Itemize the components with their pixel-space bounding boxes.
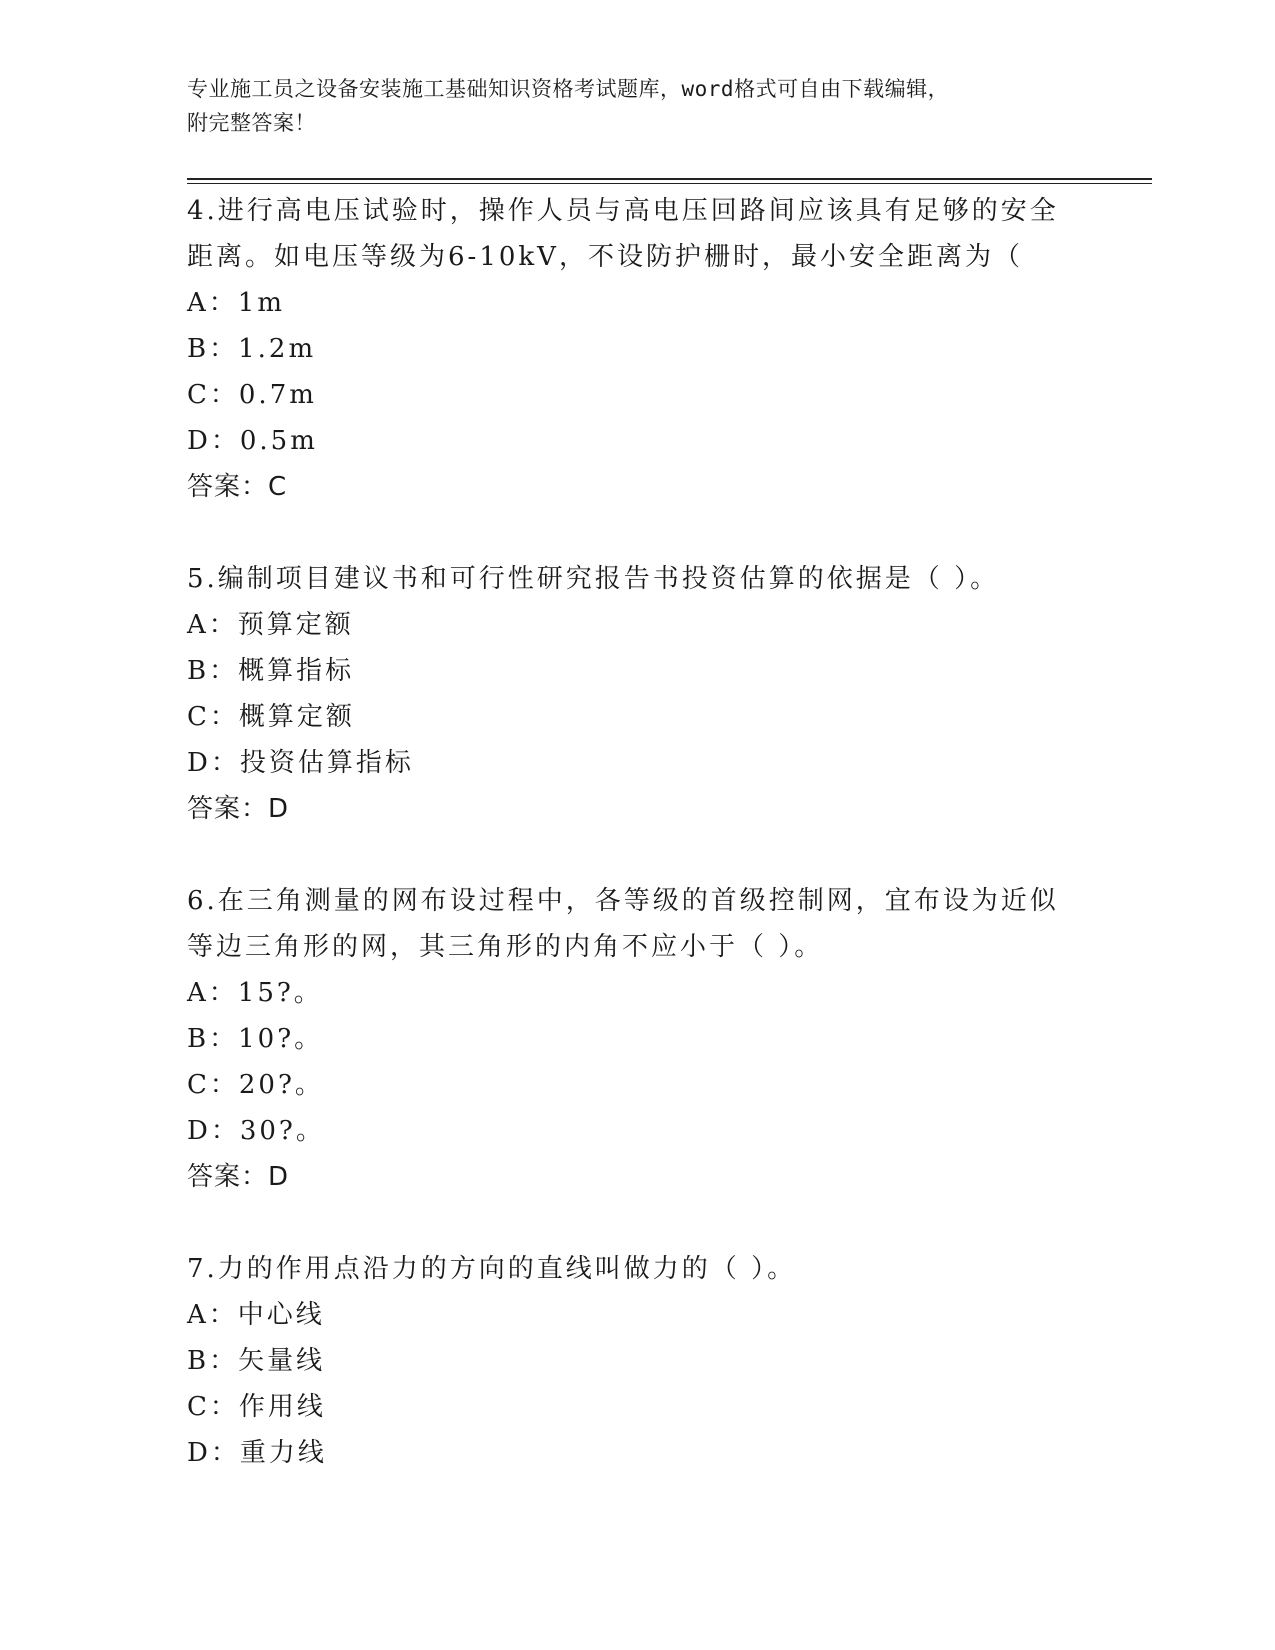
option-c: C：0.7m: [187, 380, 317, 410]
answer-line: 答案：C: [187, 472, 288, 502]
question-text: 5.编制项目建议书和可行性研究报告书投资估算的依据是（ ）。: [187, 564, 1000, 594]
question-6: [187, 878, 1067, 1200]
header-line-2: 附完整答案！: [187, 111, 316, 135]
question-7: [187, 1246, 1067, 1476]
option-b: B：1.2m: [187, 334, 317, 364]
header-line-1: 专业施工员之设备安装施工基础知识资格考试题库，word格式可自由下载编辑，: [187, 77, 950, 101]
option-a: A：1m: [187, 288, 285, 318]
answer-line: 答案：D: [187, 1162, 290, 1192]
question-4: [187, 188, 1067, 510]
document-header: [187, 72, 1087, 140]
question-5: [187, 556, 1067, 832]
answer-line: 答案：D: [187, 794, 290, 824]
option-b: B：10?。: [187, 1024, 324, 1054]
option-b: B：矢量线: [187, 1346, 326, 1376]
option-d: D：0.5m: [187, 426, 318, 456]
header-divider-thick: [187, 178, 1152, 180]
option-c: C：20?。: [187, 1070, 324, 1100]
question-list: [187, 188, 1067, 1522]
header-divider-thin: [187, 183, 1152, 184]
option-a: A：15?。: [187, 978, 323, 1008]
question-text: 7.力的作用点沿力的方向的直线叫做力的（ ）。: [187, 1254, 797, 1284]
option-d: D：重力线: [187, 1438, 327, 1468]
question-text: 4.进行高电压试验时，操作人员与高电压回路间应该具有足够的安全距离。如电压等级为6-10kV，不设防护栅时，最小安全距离为（: [187, 196, 1059, 272]
option-b: B：概算指标: [187, 656, 355, 686]
question-text: 6.在三角测量的网布设过程中，各等级的首级控制网，宜布设为近似等边三角形的网，其三角形的内角不应小于（ ）。: [187, 886, 1059, 962]
option-a: A：中心线: [187, 1300, 325, 1330]
option-c: C：作用线: [187, 1392, 326, 1422]
option-c: C：概算定额: [187, 702, 355, 732]
option-d: D：投资估算指标: [187, 748, 414, 778]
option-a: A：预算定额: [187, 610, 354, 640]
option-d: D：30?。: [187, 1116, 325, 1146]
